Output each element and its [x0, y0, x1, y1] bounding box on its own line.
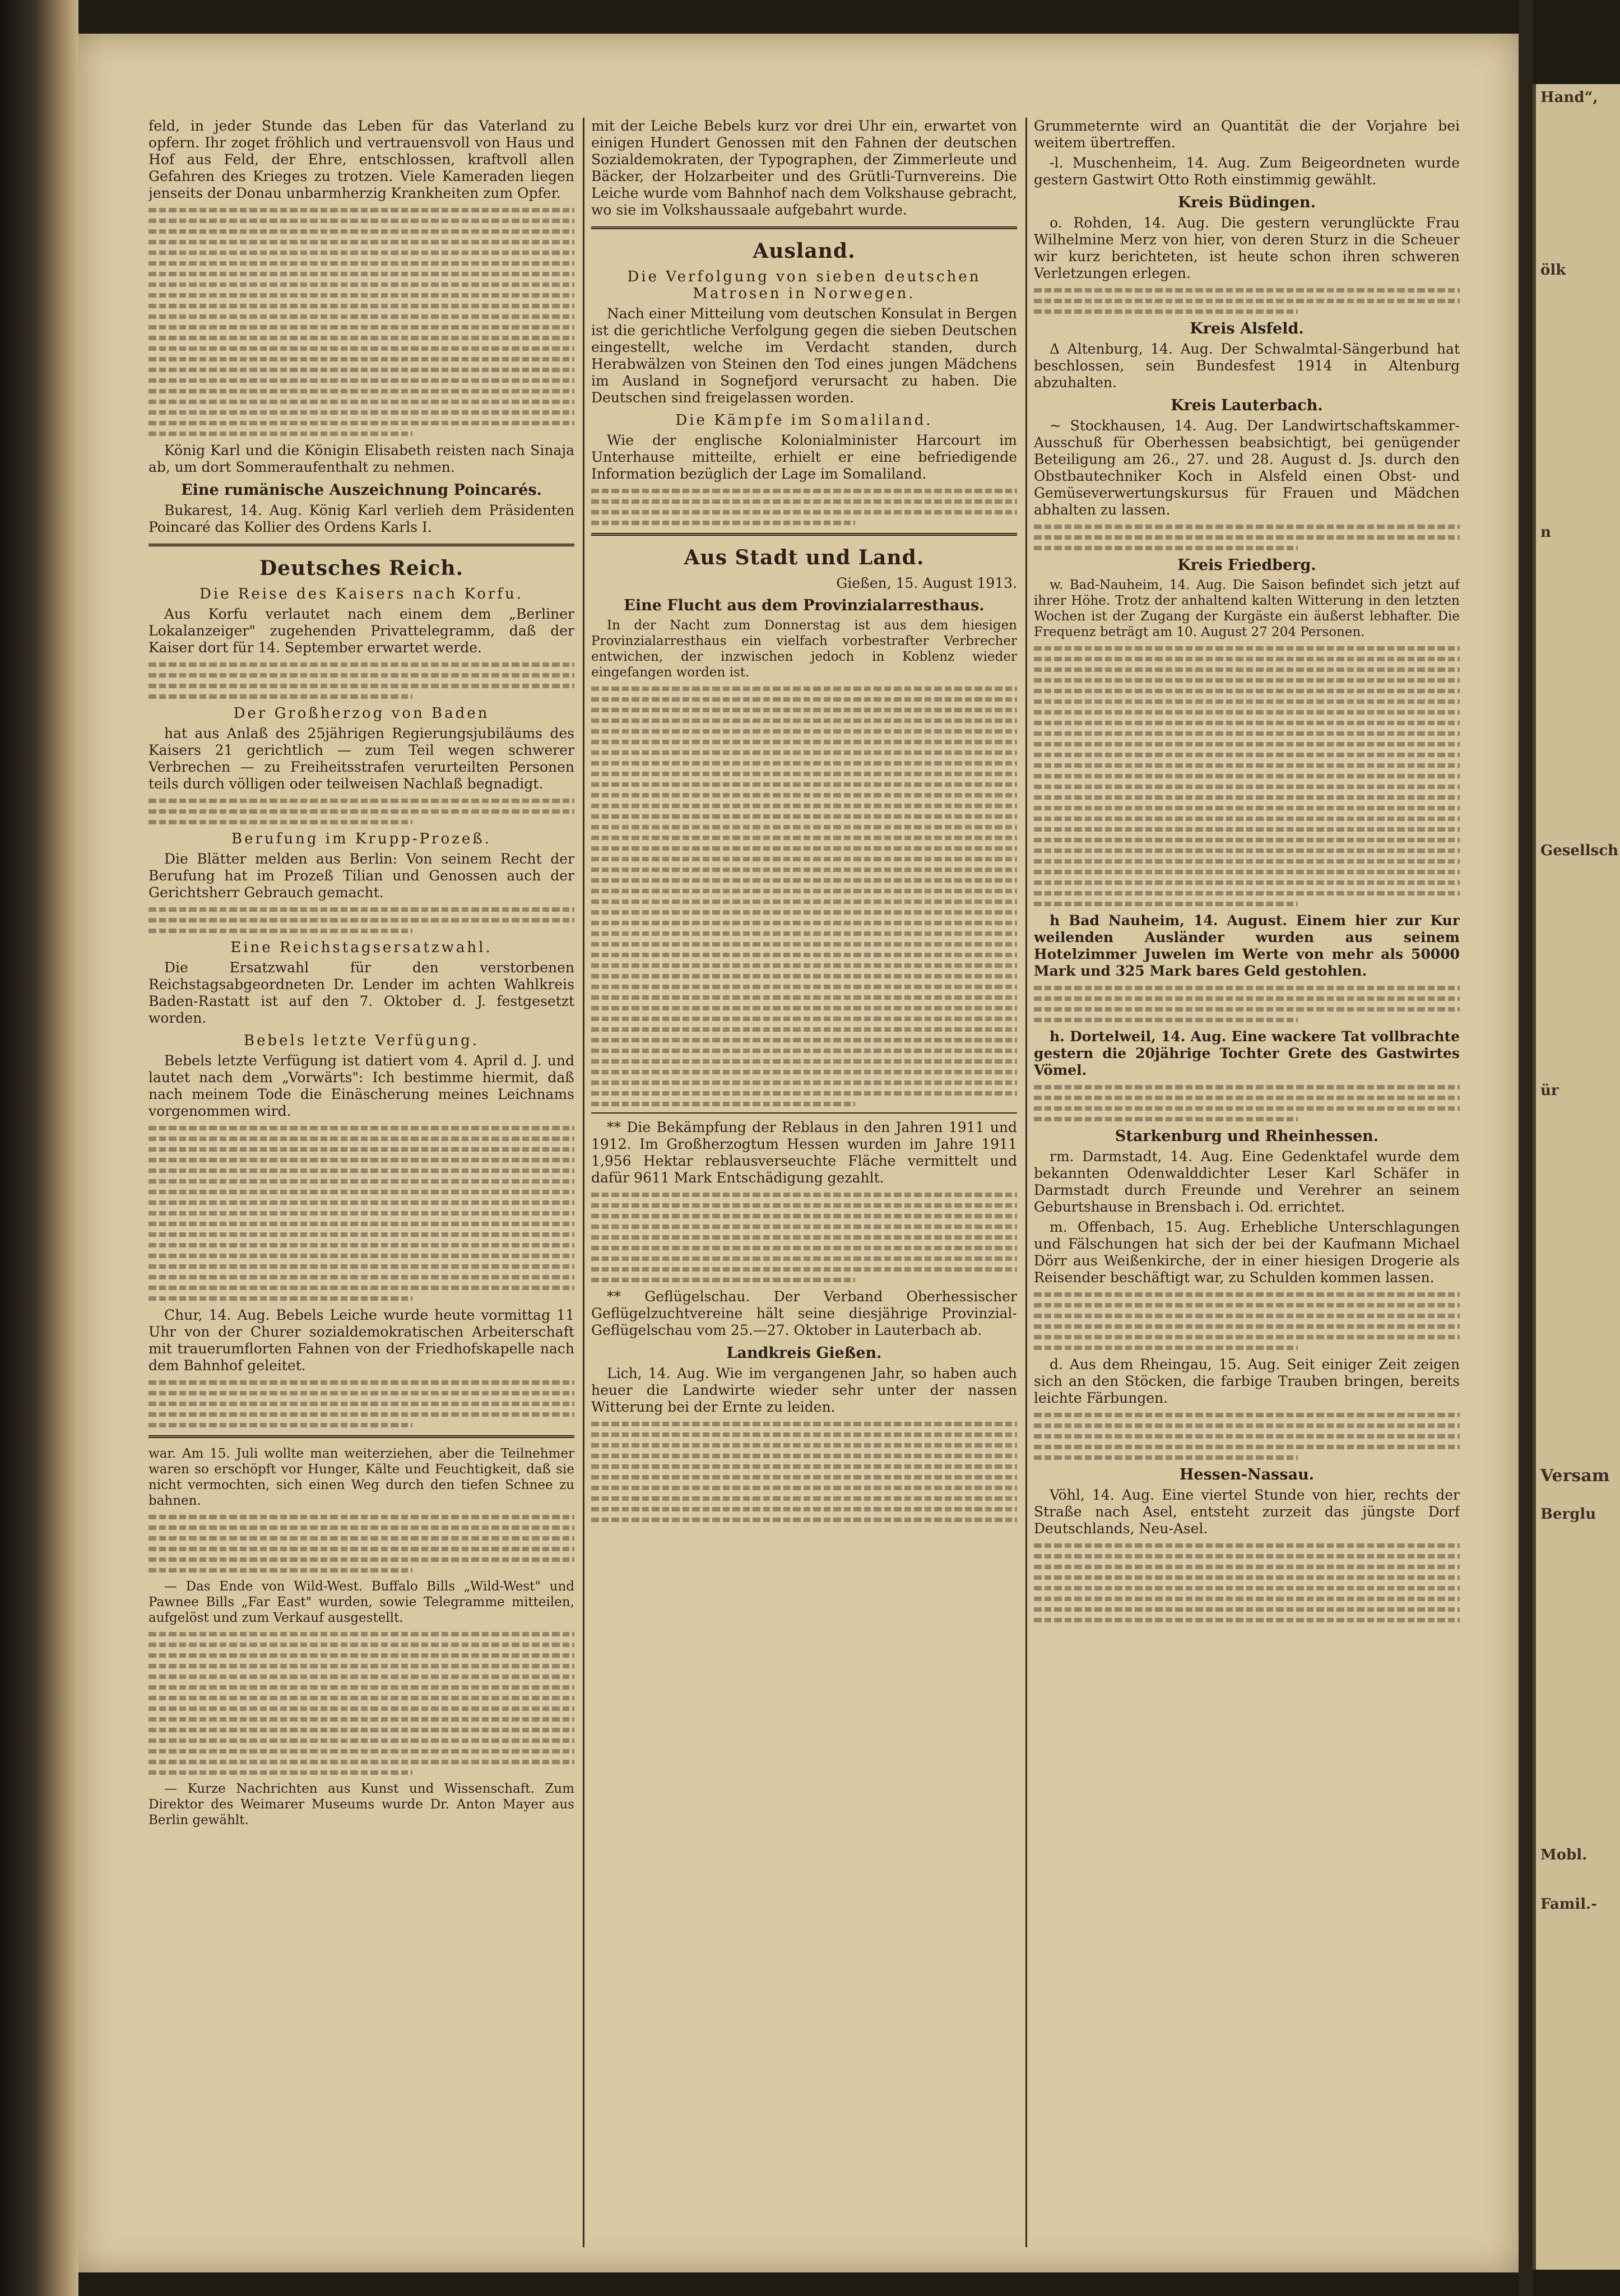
headline: Kreis Büdingen. [1177, 194, 1316, 211]
text-block [1034, 986, 1460, 1022]
section-heading: Deutsches Reich. [259, 556, 464, 580]
sliver-text: ür [1540, 1082, 1559, 1099]
text-block [1034, 1413, 1460, 1460]
divider [148, 544, 574, 546]
feuilleton-text: — Kurze Nachrichten aus Kunst und Wissenschaft. Zum Direktor des Weimarer Museums wurde Dr. Anton Mayer aus Berlin gewählt. [148, 1782, 574, 1827]
article-text: Vöhl, 14. Aug. Eine viertel Stunde von hier, rechts der Straße nach Asel, entsteht zurzeit das jüngste Dorf Deutschlands, Neu-Asel. [1034, 1487, 1460, 1537]
divider [591, 226, 1017, 229]
headline: Starkenburg und Rheinhessen. [1115, 1128, 1379, 1145]
text-block [1034, 1292, 1460, 1350]
article-text: w. Bad-Nauheim, 14. Aug. Die Saison befindet sich jetzt auf ihrer Höhe. Trotz der anhaltend kalten Witterung in den letzten Wochen ist der Zugang der Kurgäste ein äußerst lebhafter. Die Frequenz beträgt am 10. August 27 204 Personen. [1034, 578, 1460, 639]
article-text: mit der Leiche Bebels kurz vor drei Uhr ein, erwartet von einigen Hundert Genossen mit den Fahnen der deutschen Sozialdemokraten, der Typographen, der Zimmerleute und Bäcker, der Holzarbeiter und des Grütli-Turnvereins. Die Leiche wurde vom Bahnhof nach dem Volkshause gebracht, wo sie im Volkshaussaale aufgebahrt wurde. [591, 118, 1017, 218]
article-text: ** Geflügelschau. Der Verband Oberhessischer Geflügelzuchtvereine hält seine diesjährige Provinzial-Geflügelschau vom 25.—27. Oktober in Lauterbach ab. [591, 1288, 1017, 1338]
text-block [148, 1380, 574, 1427]
headline: Kreis Lauterbach. [1171, 397, 1323, 414]
column-rule [583, 118, 584, 2247]
column-3 [1034, 118, 1460, 2264]
subheading: Berufung im Krupp-Prozeß. [231, 831, 491, 847]
subheading: Bebels letzte Verfügung. [243, 1032, 479, 1049]
text-block [591, 489, 1017, 525]
text-block [1034, 1085, 1460, 1121]
article-text: Nach einer Mitteilung vom deutschen Konsulat in Bergen ist die gerichtliche Verfolgung gegen die sieben Deutschen eingestellt, welche im Verdacht standen, durch Herabwälzen von Steinen den Tod eines jungen Mädchens im Ausland in Sognefjord verursacht zu haben. Die Deutschen sind freigelassen worden. [591, 305, 1017, 406]
divider [591, 1112, 1017, 1114]
text-block [591, 1193, 1017, 1282]
section-heading: Aus Stadt und Land. [684, 546, 925, 569]
article-text: o. Rohden, 14. Aug. Die gestern verunglückte Frau Wilhelmine Merz von hier, von deren Sturz in die Scheuer wir kurz berichteten, ist heute schon ihren schweren Verletzungen erlegen. [1034, 215, 1460, 281]
article-text: Δ Altenburg, 14. Aug. Der Schwalmtal-Sängerbund hat beschlossen, sein Bundesfest 1914 in Altenburg abzuhalten. [1034, 341, 1460, 391]
column-1 [148, 118, 574, 2264]
article-text: h. Dortelweil, 14. Aug. Eine wackere Tat vollbrachte gestern die 20jährige Tochter Grete des Gastwirtes Vömel. [1034, 1028, 1460, 1078]
sliver-text: Mobl. [1540, 1847, 1587, 1863]
article-text: hat aus Anlaß des 25jährigen Regierungsjubiläums des Kaisers 21 gerichtlich — zum Teil wegen schwerer Verbrechen — zu Freiheitsstrafen verurteilten Personen teils durch völligen oder teilweisen Nachlaß begnadigt. [148, 725, 574, 792]
text-block [591, 687, 1017, 1106]
dateline: Gießen, 15. August 1913. [836, 575, 1017, 591]
sliver-text: Berglu [1540, 1506, 1596, 1523]
text-block [148, 799, 574, 824]
subheading: Die Reise des Kaisers nach Korfu. [199, 586, 523, 602]
text-block [148, 1515, 574, 1573]
section-heading: Ausland. [753, 239, 856, 263]
sliver-text: Hand“, [1540, 89, 1598, 106]
article-text: Lich, 14. Aug. Wie im vergangenen Jahr, so haben auch heuer die Landwirte wieder sehr unter der nassen Witterung bei der Ernte zu leiden. [591, 1365, 1017, 1415]
text-block [1034, 525, 1460, 550]
text-block [148, 1126, 574, 1301]
text-block [148, 208, 574, 436]
column-rule [1025, 118, 1027, 2247]
article-text: Bebels letzte Verfügung ist datiert vom 4. April d. J. und lautet nach dem „Vorwärts": Ich bestimme hiermit, daß nach meinem Tode die Einäscherung meines Leichnams vorgenommen wird. [148, 1052, 574, 1119]
text-block [148, 1632, 574, 1775]
sliver-text: n [1540, 524, 1551, 541]
article-text: König Karl und die Königin Elisabeth reisten nach Sinaja ab, um dort Sommeraufenthalt zu nehmen. [148, 442, 574, 475]
newspaper-page [78, 34, 1519, 2272]
article-text: Grummeternte wird an Quantität die der Vorjahre bei weitem übertreffen. [1034, 118, 1460, 151]
divider [148, 1435, 574, 1438]
headline: Eine rumänische Auszeichnung Poincarés. [181, 481, 542, 499]
article-text: In der Nacht zum Donnerstag ist aus dem hiesigen Provinzialarresthaus ein vielfach vorbestrafter Verbrecher entwichen, der inzwischen jedoch in Koblenz wieder eingefangen worden ist. [591, 618, 1017, 680]
article-text: feld, in jeder Stunde das Leben für das Vaterland zu opfern. Ihr zoget fröhlich und vertrauensvoll von Haus und Hof aus Feld, der Ehre, entschlossen, kraftvoll allen Gefahren des Krieges zu trotzen. Viele Kameraden liegen jenseits der Donau unbarmherzig Krankheiten zum Opfer. [148, 118, 574, 201]
article-text: Wie der englische Kolonialminister Harcourt im Unterhause mitteilte, erhielt er eine befriedigende Information bezüglich der Lage im Somaliland. [591, 432, 1017, 482]
feuilleton-text: war. Am 15. Juli wollte man weiterziehen, aber die Teilnehmer waren so erschöpft vor Hunger, Kälte und Feuchtigkeit, daß sie nicht vermochten, sich einen Weg durch den tiefen Schnee zu bahnen. [148, 1446, 574, 1508]
article-text: ~ Stockhausen, 14. Aug. Der Landwirtschaftskammer-Ausschuß für Oberhessen beabsichtigt, bei genügender Beteiligung am 26., 27. und 28. August d. Js. durch den Obstbautechniker Koch in Alsfeld einen Obst- und Gemüseverwertungskursus für Frauen und Mädchen abhalten zu lassen. [1034, 418, 1460, 518]
divider [591, 533, 1017, 536]
column-2 [591, 118, 1017, 2264]
article-text: m. Offenbach, 15. Aug. Erhebliche Unterschlagungen und Fälschungen hat sich der bei der Kaufmann Michael Dörr aus Weißenkirche, der in einer hiesigen Drogerie als Reisender beschäftigt war, zu Schulden kommen lassen. [1034, 1219, 1460, 1286]
scan-edge [0, 0, 78, 2296]
article-text: d. Aus dem Rheingau, 15. Aug. Seit einiger Zeit zeigen sich an den Stöcken, die farbige Trauben bringen, bereits leichte Färbungen. [1034, 1356, 1460, 1406]
sliver-text: Famil.- [1540, 1896, 1597, 1913]
subheading: Eine Reichstagsersatzwahl. [230, 939, 493, 956]
article-text: Bukarest, 14. Aug. König Karl verlieh dem Präsidenten Poincaré das Kollier des Ordens Karls I. [148, 502, 574, 535]
article-text: Chur, 14. Aug. Bebels Leiche wurde heute vormittag 11 Uhr von der Churer sozialdemokratischen Arbeiterschaft mit trauerumflorten Fahnen von der Friedhofskapelle nach dem Bahnhof geleitet. [148, 1307, 574, 1374]
feuilleton-text: — Das Ende von Wild-West. Buffalo Bills „Wild-West" und Pawnee Bills „Far East" wurden, sowie Telegramme mitteilen, aufgelöst und zum Verkauf ausgestellt. [148, 1579, 574, 1625]
sliver-text: ölk [1540, 262, 1566, 279]
adjacent-page-sliver [1533, 84, 1620, 2270]
headline: Landkreis Gießen. [726, 1344, 882, 1362]
article-text: Die Blätter melden aus Berlin: Von seinem Recht der Berufung hat im Prozeß Tilian und Genossen auch der Gerichtsherr Gebrauch gemacht. [148, 851, 574, 901]
article-text: ** Die Bekämpfung der Reblaus in den Jahren 1911 und 1912. Im Großherzogtum Hessen wurden im Jahre 1911 1,956 Hektar reblausverseuchte Fläche vermittelt und dafür 9611 Mark Entschädigung gezahlt. [591, 1119, 1017, 1186]
article-text: Aus Korfu verlautet nach einem dem „Berliner Lokalanzeiger" zugehenden Privattelegramm, daß der Kaiser dort für 14. September erwartet werde. [148, 606, 574, 656]
headline: Kreis Friedberg. [1177, 556, 1316, 574]
sliver-text: Versam [1540, 1466, 1610, 1486]
article-text: rm. Darmstadt, 14. Aug. Eine Gedenktafel wurde dem bekannten Odenwalddichter Leser Karl Schäfer in Darmstadt durch Freunde und Verehrer an seinem Geburtshause in Brensbach i. Od. errichtet. [1034, 1148, 1460, 1215]
text-block [148, 662, 574, 699]
headline: Eine Flucht aus dem Provinzialarresthaus. [624, 597, 985, 614]
subheading: Die Kämpfe im Somaliland. [675, 412, 933, 429]
article-text: h Bad Nauheim, 14. August. Einem hier zur Kur weilenden Ausländer wurden aus seinem Hotelzimmer Juwelen im Werte von mehr als 50000 Mark und 325 Mark bares Geld gestohlen. [1034, 912, 1460, 979]
sliver-text: Gesellsch [1540, 842, 1619, 859]
text-block [591, 1422, 1017, 1522]
subheading: Die Verfolgung von sieben deutschen Matrosen in Norwegen. [627, 268, 981, 302]
text-block [148, 907, 574, 933]
headline: Hessen-Nassau. [1179, 1466, 1315, 1483]
text-block [1034, 1543, 1460, 1622]
article-text: Die Ersatzwahl für den verstorbenen Reichstagsabgeordneten Dr. Lender im achten Wahlkreis Baden-Rastatt ist auf den 7. Oktober d. J. festgesetzt worden. [148, 959, 574, 1026]
headline: Kreis Alsfeld. [1190, 320, 1304, 337]
article-text: -l. Muschenheim, 14. Aug. Zum Beigeordneten wurde gestern Gastwirt Otto Roth einstimmig gewählt. [1034, 155, 1460, 188]
text-block [1034, 288, 1460, 314]
subheading: Der Großherzog von Baden [233, 705, 490, 722]
text-block [1034, 646, 1460, 906]
binding-shadow [1519, 0, 1533, 2296]
